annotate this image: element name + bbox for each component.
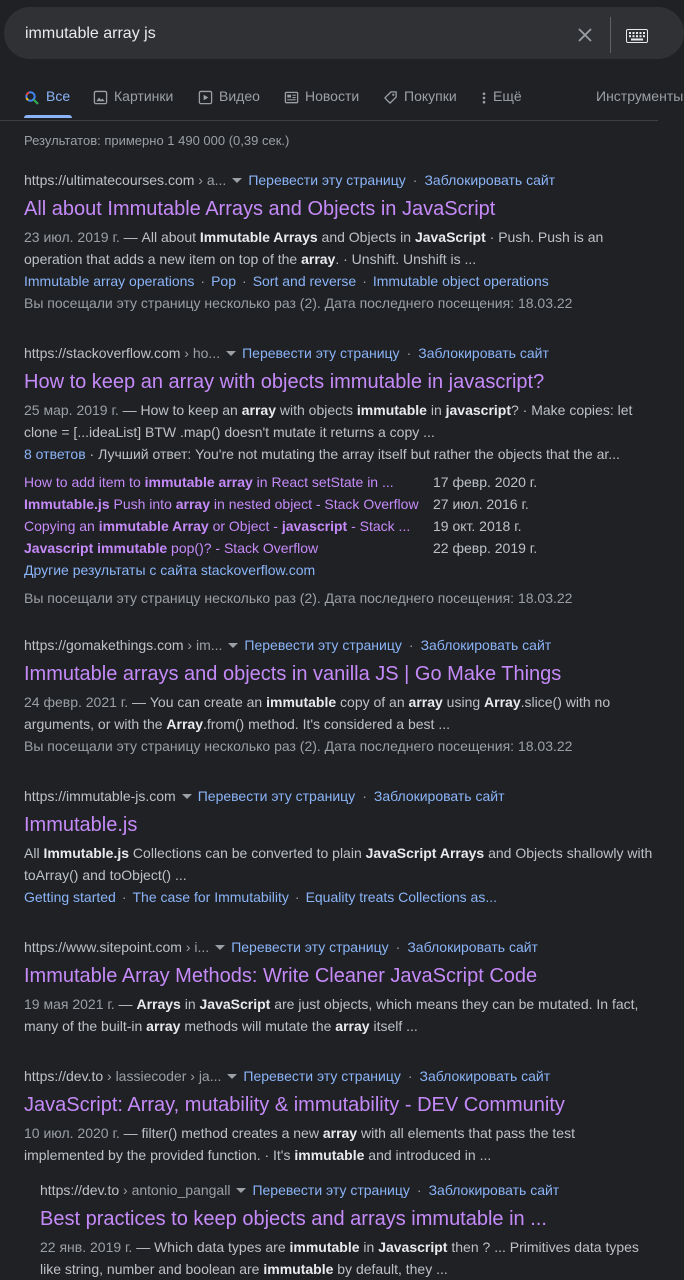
chevron-down-icon[interactable]: [227, 1074, 237, 1079]
sitelink[interactable]: Getting started: [24, 889, 116, 905]
tab-images[interactable]: [93, 88, 173, 120]
chevron-down-icon[interactable]: [232, 178, 242, 183]
more-vert-icon: [481, 90, 487, 105]
search-result: [24, 938, 658, 1037]
tab-news[interactable]: [284, 88, 359, 120]
tab-images-label: Картинки: [114, 88, 174, 104]
result-host: https://gomakethings.com: [24, 637, 184, 653]
result-sitelinks: Immutable array operations · Pop · Sort and reverse · Immutable object operations: [24, 273, 549, 289]
search-result: [24, 171, 658, 314]
keyboard-icon[interactable]: [626, 29, 648, 43]
result-snippet: All Immutable.js Collections can be converted to plain JavaScript Arrays and Objects shallowly with toArray() and toObject() ...: [24, 845, 653, 883]
active-tab-indicator: [24, 115, 72, 118]
search-result: [24, 344, 658, 609]
result-host: https://stackoverflow.com: [24, 345, 181, 361]
result-host: https://www.sitepoint.com: [24, 939, 182, 955]
result-title[interactable]: Best practices to keep objects and arrays immutable in ...: [40, 1208, 547, 1230]
result-host: https://dev.to: [40, 1182, 120, 1198]
result-date: 10 июл. 2020 г.: [24, 1125, 120, 1141]
result-path: › lassiecoder › ja...: [107, 1068, 222, 1084]
result-path: › ho...: [184, 345, 221, 361]
tab-tools[interactable]: [596, 88, 683, 120]
subresult-row: [24, 537, 658, 559]
result-host: https://immutable-js.com: [24, 788, 176, 804]
translate-page-link[interactable]: Перевести эту страницу: [242, 345, 400, 361]
best-answer-line: [24, 443, 658, 465]
chevron-down-icon[interactable]: [236, 1188, 246, 1193]
translate-page-link[interactable]: Перевести эту страницу: [197, 788, 356, 804]
tab-tools-label: Инструменты: [596, 88, 684, 104]
tag-icon: [383, 90, 398, 105]
tab-video[interactable]: [198, 88, 260, 120]
news-icon: [284, 90, 299, 105]
result-cite: https://ultimatecourses.com › a... Перевести эту страницу · Заблокировать сайт: [24, 172, 556, 188]
result-snippet: 25 мар. 2019 г. — How to keep an array with objects immutable in javascript? · Make copies: let clone = [...ideaList] BTW .map() doesn't mutate it returns a copy ...: [24, 402, 633, 440]
result-date: 25 мар. 2019 г.: [24, 402, 119, 418]
translate-page-link[interactable]: Перевести эту страницу: [252, 1182, 410, 1198]
close-icon[interactable]: [575, 25, 595, 45]
result-snippet: 22 янв. 2019 г. — Which data types are immutable in Javascript then ? ... Primitives data types like string, number and boolean are immutable by default, they ...: [40, 1239, 639, 1277]
result-snippet: 19 мая 2021 г. — Arrays in JavaScript are just objects, which means they can be mutated. In fact, many of the built-in array methods will mutate the array itself ...: [24, 996, 639, 1034]
answers-count-link[interactable]: 8 ответов: [24, 446, 86, 462]
result-title[interactable]: Immutable Array Methods: Write Cleaner JavaScript Code: [24, 965, 538, 987]
block-site-link[interactable]: Заблокировать сайт: [424, 172, 556, 188]
subresult-row: [24, 493, 658, 515]
result-date: 23 июл. 2019 г.: [24, 229, 120, 245]
sitelink[interactable]: Sort and reverse: [252, 273, 357, 289]
block-site-link[interactable]: Заблокировать сайт: [418, 345, 549, 361]
video-icon: [198, 90, 213, 105]
result-host: https://dev.to: [24, 1068, 104, 1084]
block-site-link[interactable]: Заблокировать сайт: [420, 637, 552, 653]
visited-note: Вы посещали эту страницу несколько раз (2). Дата последнего посещения: 18.03.22: [24, 590, 573, 606]
translate-page-link[interactable]: Перевести эту страницу: [231, 939, 389, 955]
tab-more-label: Ещё: [493, 88, 522, 104]
search-bar: [4, 7, 684, 59]
search-result: [24, 1067, 658, 1166]
sitelink[interactable]: Equality treats Collections as...: [305, 889, 497, 905]
tabs-divider: [0, 120, 658, 121]
result-date: 24 февр. 2021 г.: [24, 694, 129, 710]
subresult-date: 22 февр. 2019 г.: [433, 540, 538, 556]
translate-page-link[interactable]: Перевести эту страницу: [248, 172, 406, 188]
result-title[interactable]: Immutable.js: [24, 814, 138, 836]
block-site-link[interactable]: Заблокировать сайт: [407, 939, 538, 955]
subresult-link[interactable]: How to add item to immutable array in React setState in ...: [24, 474, 394, 490]
subresults-list: [24, 471, 658, 559]
result-date: 22 янв. 2019 г.: [40, 1239, 133, 1255]
result-path: › a...: [198, 172, 227, 188]
result-cite: https://stackoverflow.com › ho... Перевести эту страницу · Заблокировать сайт: [24, 345, 549, 361]
chevron-down-icon[interactable]: [182, 794, 192, 799]
sitelink[interactable]: Pop: [211, 273, 237, 289]
chevron-down-icon[interactable]: [226, 351, 236, 356]
block-site-link[interactable]: Заблокировать сайт: [419, 1068, 551, 1084]
block-site-link[interactable]: Заблокировать сайт: [373, 788, 505, 804]
tab-video-label: Видео: [219, 88, 260, 104]
search-result-nested: [40, 1181, 658, 1280]
result-cite: https://immutable-js.com Перевести эту страницу · Заблокировать сайт: [24, 788, 505, 804]
result-cite: https://www.sitepoint.com › i... Перевести эту страницу · Заблокировать сайт: [24, 939, 538, 955]
sitelink[interactable]: Immutable array operations: [24, 273, 195, 289]
translate-page-link[interactable]: Перевести эту страницу: [243, 1068, 401, 1084]
search-result: [24, 787, 658, 908]
result-stats: Результатов: примерно 1 490 000 (0,39 сек.): [24, 133, 290, 148]
block-site-link[interactable]: Заблокировать сайт: [428, 1182, 560, 1198]
tab-news-label: Новости: [305, 88, 360, 104]
best-answer: · Лучший ответ: You're not mutating the array itself but rather the objects that the ar...: [89, 446, 620, 462]
visited-note: Вы посещали эту страницу несколько раз (2). Дата последнего посещения: 18.03.22: [24, 295, 573, 311]
subresult-row: [24, 515, 658, 537]
search-result: [24, 636, 658, 757]
more-from-site-link[interactable]: Другие результаты с сайта stackoverflow.com: [24, 562, 316, 578]
sitelink[interactable]: Immutable object operations: [372, 273, 549, 289]
image-icon: [93, 90, 108, 105]
subresult-date: 17 февр. 2020 г.: [433, 474, 538, 490]
result-host: https://ultimatecourses.com: [24, 172, 195, 188]
result-snippet: 24 февр. 2021 г. — You can create an immutable copy of an array using Array.slice() with no arguments, or with the Array.from() method. It's considered a best ...: [24, 694, 611, 732]
translate-page-link[interactable]: Перевести эту страницу: [244, 637, 402, 653]
subresult-date: 27 июл. 2016 г.: [433, 496, 529, 512]
search-icon: [24, 90, 40, 106]
visited-note: Вы посещали эту страницу несколько раз (2). Дата последнего посещения: 18.03.22: [24, 738, 573, 754]
result-cite: https://gomakethings.com › im... Перевести эту страницу · Заблокировать сайт: [24, 637, 552, 653]
result-title[interactable]: All about Immutable Arrays and Objects in JavaScript: [24, 198, 496, 220]
result-snippet: 10 июл. 2020 г. — filter() method creates a new array with all elements that pass the test implemented by the provided function. · It's immutable and introduced in ...: [24, 1125, 575, 1163]
result-sitelinks: Getting started · The case for Immutability · Equality treats Collections as...: [24, 889, 497, 905]
tab-shopping[interactable]: [383, 88, 457, 120]
subresult-date: 19 окт. 2018 г.: [433, 518, 522, 534]
result-path: › antonio_pangall: [123, 1182, 231, 1198]
result-path: › im...: [187, 637, 223, 653]
search-input[interactable]: [25, 23, 525, 45]
tab-all-label: Все: [46, 88, 71, 104]
result-title[interactable]: Immutable arrays and objects in vanilla JS | Go Make Things: [24, 663, 562, 685]
chevron-down-icon[interactable]: [228, 643, 238, 648]
result-title[interactable]: JavaScript: Array, mutability & immutability - DEV Community: [24, 1094, 565, 1116]
sitelink[interactable]: The case for Immutability: [132, 889, 289, 905]
result-cite: https://dev.to › antonio_pangall Перевести эту страницу · Заблокировать сайт: [40, 1182, 560, 1198]
chevron-down-icon[interactable]: [215, 945, 225, 950]
result-date: 19 мая 2021 г.: [24, 996, 115, 1012]
result-path: › i...: [185, 939, 210, 955]
tab-shopping-label: Покупки: [404, 88, 457, 104]
result-title[interactable]: How to keep an array with objects immutable in javascript?: [24, 371, 545, 393]
subresult-link[interactable]: Immutable.js Push into array in nested object - Stack Overflow: [24, 496, 419, 512]
subresult-row: [24, 471, 658, 493]
tab-more[interactable]: [481, 88, 522, 120]
subresult-link[interactable]: Copying an immutable Array or Object - javascript - Stack ...: [24, 518, 411, 534]
result-cite: https://dev.to › lassiecoder › ja... Перевести эту страницу · Заблокировать сайт: [24, 1068, 551, 1084]
result-snippet: 23 июл. 2019 г. — All about Immutable Arrays and Objects in JavaScript · Push. Push is an operation that adds a new item on top of the array. · Unshift. Unshift is ...: [24, 229, 604, 267]
search-tabs: [0, 80, 684, 120]
search-bar-divider: [610, 17, 611, 53]
subresult-link[interactable]: Javascript immutable pop()? - Stack Overflow: [24, 540, 319, 556]
